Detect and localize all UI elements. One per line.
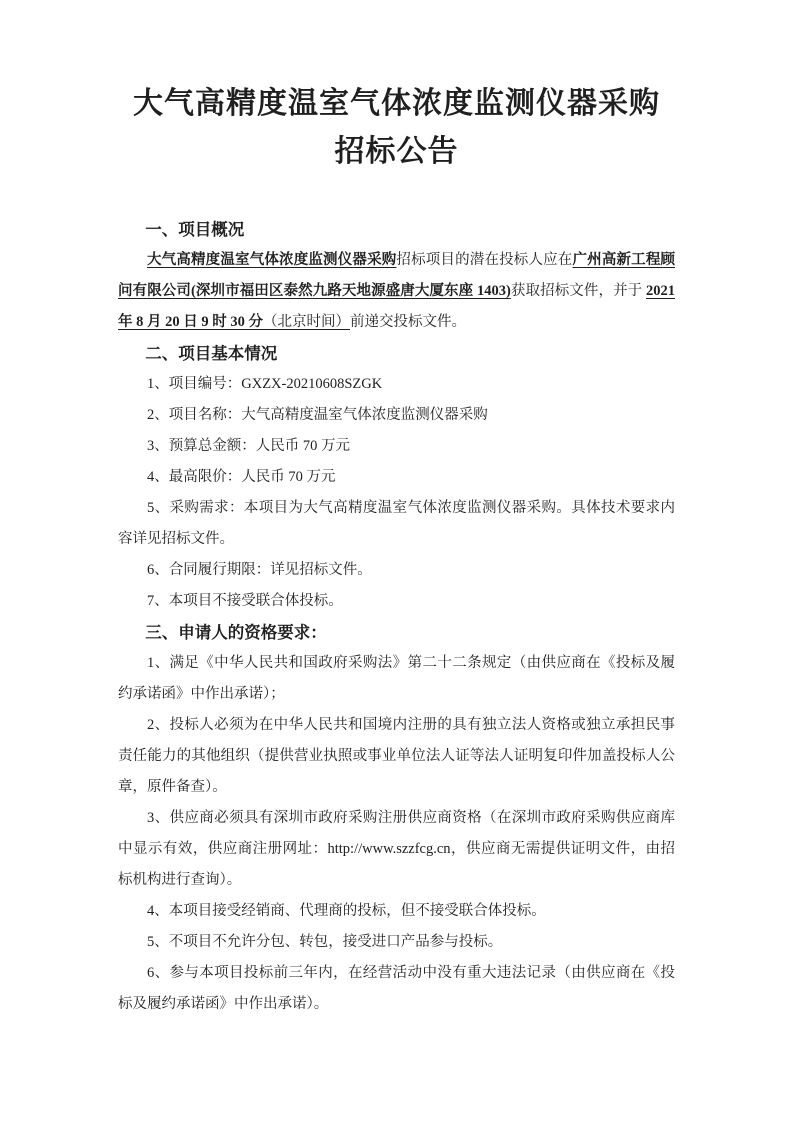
text-segment: 大气高精度温室气体浓度监测仪器采购 <box>147 252 397 268</box>
section-3-item-2: 2、投标人必须为在中华人民共和国境内注册的具有独立法人资格或独立承担民事责任能力的其他组织（提供营业执照或事业单位法人证等法人证明复印件加盖投标人公章，原件备查）。 <box>118 717 675 795</box>
section-1-heading: 一、项目概况 <box>145 220 245 239</box>
section-3-item-4: 4、本项目接受经销商、代理商的投标，但不接受联合体投标。 <box>147 903 546 919</box>
section-2-item-4: 4、最高限价：人民币 70 万元 <box>147 469 336 485</box>
section-3-heading: 三、申请人的资格要求： <box>145 623 327 642</box>
section-3-item-6: 6、参与本项目投标前三年内，在经营活动中没有重大违法记录（由供应商在《投标及履约承诺函》中作出承诺）。 <box>118 965 675 1012</box>
section-2-item-7: 7、本项目不接受联合体投标。 <box>147 593 343 609</box>
section-2-item-6: 6、合同履行期限：详见招标文件。 <box>147 562 372 578</box>
text-segment: （北京时间） <box>263 314 350 330</box>
text-segment: 前递交投标文件。 <box>350 314 466 330</box>
section-1-paragraph-1 <box>118 245 675 338</box>
section-2-item-3: 3、预算总金额：人民币 70 万元 <box>147 438 350 454</box>
section-3-item-5: 5、不项目不允许分包、转包，接受进口产品参与投标。 <box>147 934 503 950</box>
section-3-item-1: 1、满足《中华人民共和国政府采购法》第二十二条规定（由供应商在《投标及履约承诺函》中作出承诺）； <box>118 655 675 702</box>
text-segment: 招标项目的潜在投标人应在 <box>396 252 573 268</box>
text-segment: 2021 年 8 月 20 日 9 时 30 分 <box>118 283 676 330</box>
section-3-item-3: 3、供应商必须具有深圳市政府采购注册供应商资格（在深圳市政府采购供应商库中显示有效，供应商注册网址：http://www.szzfcg.cn，供应商无需提供证明文件，由招标机构进行查询）。 <box>118 810 675 888</box>
text-segment: 广州高新工程顾问有限公司(深圳市福田区泰然九路天地源盛唐大厦东座 1403) <box>118 252 676 299</box>
document-body <box>118 214 675 1020</box>
text-segment: 获取招标文件，并于 <box>510 283 647 299</box>
section-2-item-5: 5、采购需求：本项目为大气高精度温室气体浓度监测仪器采购。具体技术要求内容详见招标文件。 <box>118 500 675 547</box>
document-title: 大气高精度温室气体浓度监测仪器采购招标公告 <box>133 87 660 168</box>
section-2-item-1: 1、项目编号：GXZX-20210608SZGK <box>147 376 383 392</box>
section-2-item-2: 2、项目名称：大气高精度温室气体浓度监测仪器采购 <box>147 407 488 423</box>
section-2-heading: 二、项目基本情况 <box>145 344 278 363</box>
